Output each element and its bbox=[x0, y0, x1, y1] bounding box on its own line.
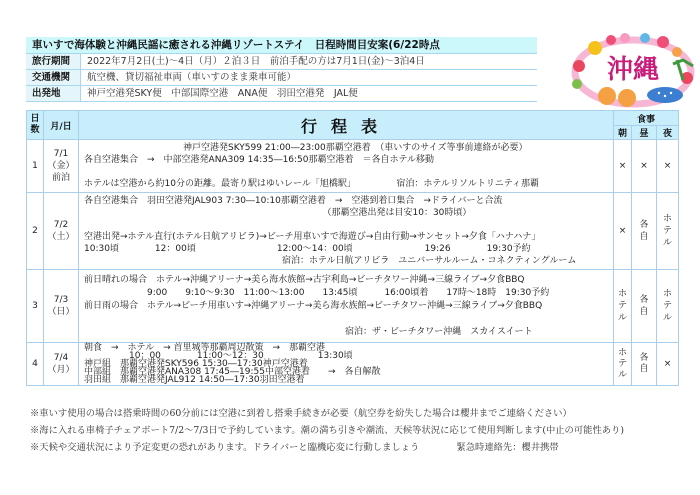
note-chair-boat: ※海に入れる車椅子チェアボート7/2～7/3日で予約しています。潮の満ち引きや潮流、天候等状況に応じて使用判断します(中止の可能性あり) bbox=[30, 425, 624, 436]
itinerary-cell: 神戸空港発SKY599 21:00―23:00那覇空港着 （車いすのサイズ等事前連絡が必要） 各自空港集合 → 中部空港発ANA309 14:35―16:50那覇空港着 ＝各自ホテル移動 ホテルは空港から約10分の距離。最寄り駅はゆいレール「旭橋駅」 宿泊：ホテルリソルトリニティ那覇 bbox=[79, 140, 614, 193]
meal-breakfast: × bbox=[614, 193, 632, 270]
meal-dinner: ホ テ ル bbox=[657, 270, 679, 343]
table-row bbox=[27, 193, 679, 270]
day-number: 2 bbox=[27, 193, 44, 270]
day-number: 3 bbox=[27, 270, 44, 343]
footer-notes bbox=[30, 405, 624, 456]
info-label: 出発地 bbox=[26, 86, 81, 101]
itinerary-cell: 朝食 → ホテル → 首里城等那覇周辺散策 → 那覇空港 10：00 11:00～12：30 13:30頃 神戸組 那覇空港発SKY596 15:30―17:30神戸空港着 中部組 那覇空港発ANA308 17:45―19:55中部空港着 → 各自解散 羽田組 那覇空港発JAL912 14:50―17:30羽田空港着 bbox=[79, 343, 614, 386]
day-number: 1 bbox=[27, 140, 44, 193]
svg-text:沖縄: 沖縄 bbox=[606, 55, 660, 85]
meal-lunch: × bbox=[632, 140, 657, 193]
date-cell: 7/3 （日） bbox=[44, 270, 79, 343]
date-cell: 7/4 （月） bbox=[44, 343, 79, 386]
info-value: 神戸空港発SKY便 中部国際空港 ANA便 羽田空港発 JAL便 bbox=[87, 88, 358, 99]
date-cell: 7/1 （金） 前泊 bbox=[44, 140, 79, 193]
table-row bbox=[27, 140, 679, 193]
day-number: 4 bbox=[27, 343, 44, 386]
header-lunch: 昼 bbox=[632, 126, 657, 140]
table-row bbox=[27, 270, 679, 343]
info-label: 旅行期間 bbox=[26, 54, 81, 69]
meal-dinner: × bbox=[657, 140, 679, 193]
itinerary-cell: 各自空港集合 羽田空港発JAL903 7:30―10:10那覇空港着 → 空港到着口集合 →ドライバーと合流 （那覇空港出発は目安10：30時頃） 空港出発→ホテル直行(ホテル日航アリビラ)→ビーチ用車いすで海遊び→自由行動→サンセット→夕食「ハナハナ」 10:30頃 12：00頃 12:00～14：00頃 19:26 19:30予約 宿泊：ホテル日航アリビラ ユニバーサルルーム・コネクティングルーム bbox=[79, 193, 614, 270]
header-dinner: 夜 bbox=[657, 126, 679, 140]
info-label: 交通機関 bbox=[26, 70, 81, 85]
note-wheelchair-boarding: ※車いす使用の場合は搭乗時間の60分前には空港に到着し搭乗手続きが必要（航空券を紛失した場合は櫻井までご連絡ください） bbox=[30, 408, 572, 419]
itinerary-cell: 前日晴れの場合 ホテル→沖縄アリーナ→美ら海水族館→古宇利島→ビーチタワー沖縄→三線ライブ→夕食BBQ 9:00 9:10～9:30 11:00～13:00 13:45頃 16:00頃着 17時～18時 19:30予約 前日雨の場合 ホテル→ビーチ用車いす→沖縄アリーナ→美ら海水族館→ビーチタワー沖縄→三線ライブ→夕食BBQ 宿泊：ザ・ビーチタワー沖縄 スカイスイート bbox=[79, 270, 614, 343]
meal-dinner: ホ テ ル bbox=[657, 193, 679, 270]
meal-lunch: 各 自 bbox=[632, 343, 657, 386]
info-row-period bbox=[26, 54, 537, 70]
meal-breakfast: ホ テ ル bbox=[614, 270, 632, 343]
trip-title: 車いすで海体験と沖縄民謡に癒される沖縄リゾートステイ 日程時間目安案(6/22時点 bbox=[26, 37, 537, 54]
note-weather-contact: ※天候や交通状況により予定変更の恐れがあります。ドライバーと臨機応変に行動しましょう 緊急時連絡先：櫻井携帯 bbox=[30, 442, 559, 453]
meal-lunch: 各 自 bbox=[632, 193, 657, 270]
info-row-departure bbox=[26, 86, 537, 102]
header-day-no: 日 数 bbox=[27, 111, 44, 140]
info-row-transport bbox=[26, 70, 537, 86]
trip-info-block bbox=[26, 37, 537, 102]
meal-breakfast: × bbox=[614, 140, 632, 193]
meal-lunch: 各 自 bbox=[632, 270, 657, 343]
header-meals: 食事 bbox=[614, 111, 679, 126]
table-row bbox=[27, 343, 679, 386]
meal-breakfast: ホ テ ル bbox=[614, 343, 632, 386]
meal-dinner: × bbox=[657, 343, 679, 386]
info-value: 2022年7月2日(土)～4日（月）２泊３日 前泊手配の方は7月1日(金)～3泊4日 bbox=[87, 56, 425, 67]
okinawa-logo-icon bbox=[565, 30, 700, 108]
info-value: 航空機、貸切福祉車両（車いすのまま乗車可能） bbox=[87, 72, 297, 83]
header-date: 月/日 bbox=[44, 111, 79, 140]
header-breakfast: 朝 bbox=[614, 126, 632, 140]
header-itinerary: 行程表 bbox=[79, 111, 614, 140]
date-cell: 7/2 （土） bbox=[44, 193, 79, 270]
itinerary-table bbox=[26, 110, 679, 386]
